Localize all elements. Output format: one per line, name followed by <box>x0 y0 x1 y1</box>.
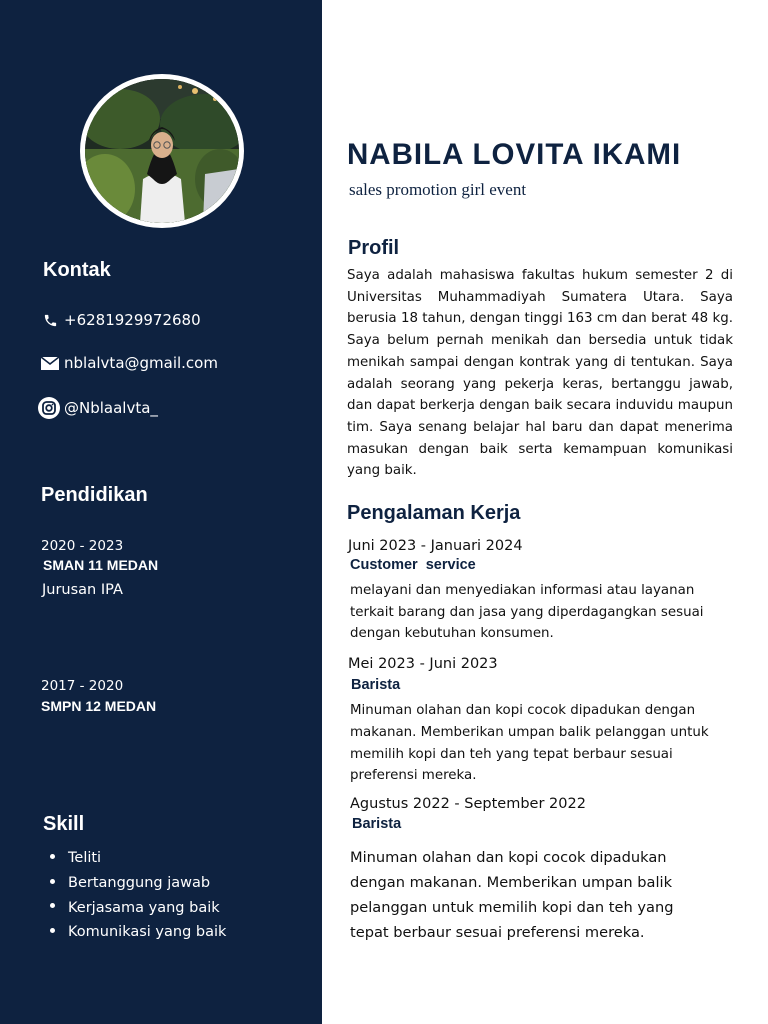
education-major: Jurusan IPA <box>42 582 123 598</box>
profile-photo <box>85 79 239 223</box>
profile-text: Saya adalah mahasiswa fakultas hukum semester 2 di Universitas Muhammadiyah Sumatera Utara. Saya berusia 18 tahun, dengan tinggi 163 cm dan berat 48 kg. Saya belum pernah menikah dan bersedia untuk tidak menikah sampai dengan kontrak yang di tentukan. Saya adalah seorang yang pekerja keras, bertanggu jawab, dan dapat berkerja dengan baik secara induvidu maupun tim. Saya senang belajar hal baru dan dapat menerima masukan dengan baik serta kemampuan komunikasi yang baik. <box>347 268 733 479</box>
skill-item <box>50 895 226 920</box>
instagram-row[interactable] <box>38 397 158 419</box>
job-title: Barista <box>352 816 402 832</box>
full-name: NABILA LOVITA IKAMI <box>347 138 682 171</box>
job-title: Barista <box>351 677 401 693</box>
skill-heading: Skill <box>43 813 85 835</box>
skill-item <box>50 920 226 945</box>
sidebar <box>0 0 322 1024</box>
email-row[interactable] <box>40 353 218 373</box>
skill-label: Teliti <box>68 850 102 867</box>
bullet-icon <box>50 903 55 908</box>
phone-icon <box>40 310 60 330</box>
bullet-icon <box>50 879 55 884</box>
job-description: Minuman olahan dan kopi cocok dipadukan dengan makanan. Memberikan umpan balik pelanggan untuk memilih kopi dan teh yang tepat berbaur sesuai preferensi mereka. <box>350 849 674 941</box>
profile-photo-frame <box>80 74 244 228</box>
profile-heading: Profil <box>348 237 400 259</box>
education-years: 2020 - 2023 <box>41 538 124 554</box>
experience-heading: Pengalaman Kerja <box>347 502 521 524</box>
job-date: Juni 2023 - Januari 2024 <box>348 538 523 554</box>
skill-label: Bertanggung jawab <box>68 875 211 892</box>
job-title: Customer service <box>350 557 476 573</box>
job-role: sales promotion girl event <box>349 180 527 199</box>
email-address: nblalvta@gmail.com <box>64 354 218 372</box>
education-school: SMPN 12 MEDAN <box>41 698 157 714</box>
job-date: Agustus 2022 - September 2022 <box>350 796 586 812</box>
education-years: 2017 - 2020 <box>41 678 124 694</box>
job-date: Mei 2023 - Juni 2023 <box>348 656 498 672</box>
phone-row[interactable] <box>40 310 201 330</box>
skill-list <box>50 846 226 945</box>
skill-label: Kerjasama yang baik <box>68 899 220 916</box>
job-description: melayani dan menyediakan informasi atau layanan terkait barang dan jasa yang diperdagangkan sesuai dengan kebutuhan konsumen. <box>350 583 704 641</box>
skill-label: Komunikasi yang baik <box>68 924 227 941</box>
phone-number: +6281929972680 <box>64 311 201 329</box>
skill-item <box>50 846 226 871</box>
skill-item <box>50 871 226 896</box>
education-school: SMAN 11 MEDAN <box>43 557 159 573</box>
bullet-icon <box>50 928 55 933</box>
instagram-icon <box>38 397 60 419</box>
bullet-icon <box>50 854 55 859</box>
email-icon <box>40 353 60 373</box>
education-heading: Pendidikan <box>41 484 148 506</box>
contact-heading: Kontak <box>43 259 111 281</box>
instagram-handle: @Nblaalvta_ <box>64 399 158 417</box>
job-description: Minuman olahan dan kopi cocok dipadukan dengan makanan. Memberikan umpan balik pelanggan untuk memilih kopi dan teh yang tepat berbaur sesuai preferensi mereka. <box>350 703 709 784</box>
